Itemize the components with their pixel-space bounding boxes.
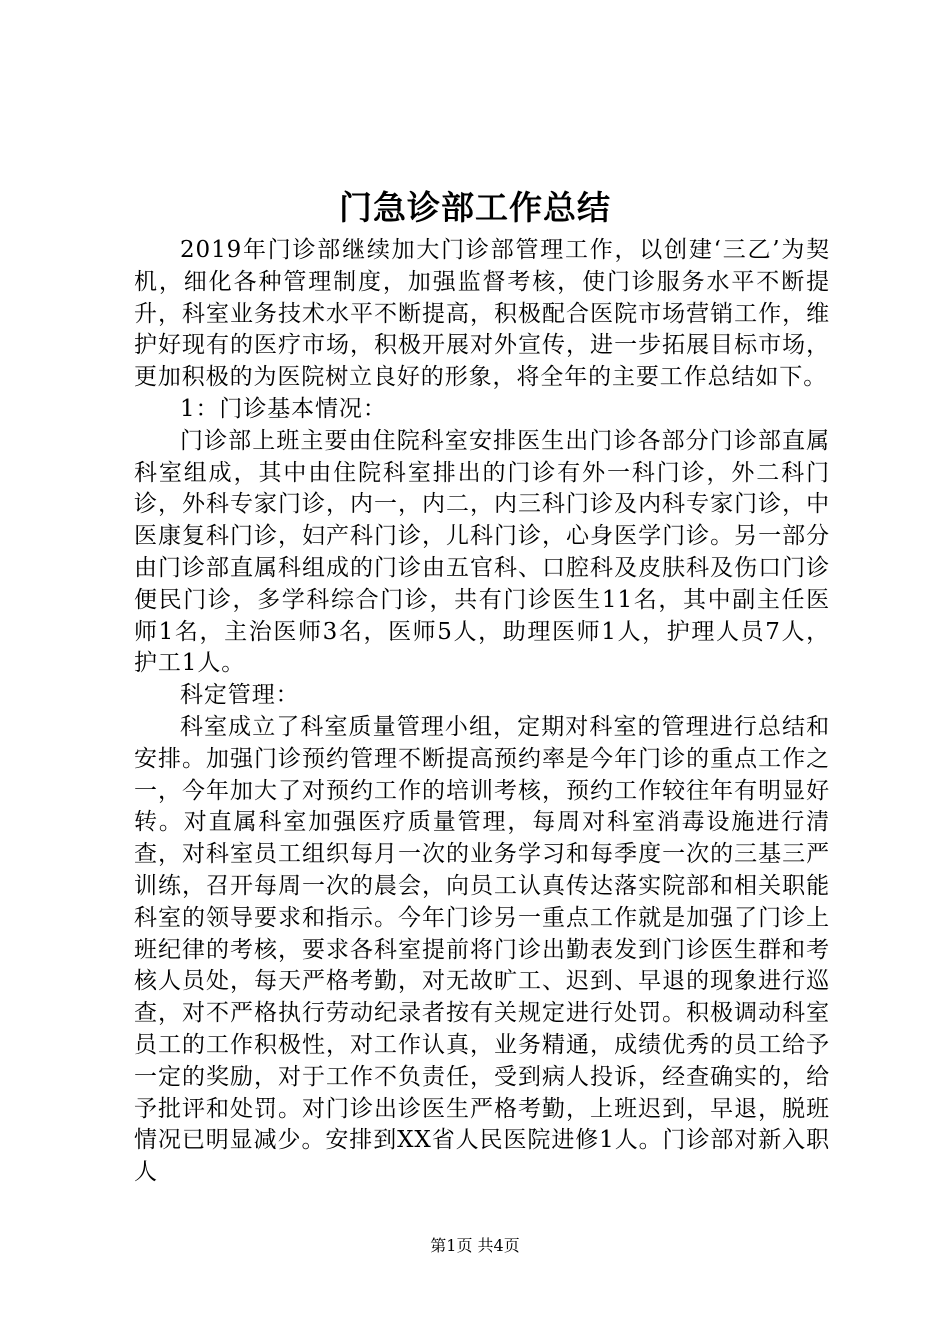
- paragraph-basic-situation: 门诊部上班主要由住院科室安排医生出门诊各部分门诊部直属科室组成，其中由住院科室排出的门诊有外一科门诊，外二科门诊，外科专家门诊，内一，内二，内三科门诊及内科专家门诊，中医康复科门诊，妇产科门诊，儿科门诊，心身医学门诊。另一部分由门诊部直属科组成的门诊由五官科、口腔科及皮肤科及伤口门诊便民门诊，多学科综合门诊，共有门诊医生11名，其中副主任医师1名，主治医师3名，医师5人，助理医师1人，护理人员7人，护工1人。: [134, 427, 830, 677]
- paragraph-intro: 2019年门诊部继续加大门诊部管理工作，以创建‘三乙’为契机，细化各种管理制度，加强监督考核，使门诊服务水平不断提升，科室业务技术水平不断提高，积极配合医院市场营销工作，维护好现有的医疗市场，积极开展对外宣传，进一步拓展目标市场，更加积极的为医院树立良好的形象，将全年的主要工作总结如下。: [134, 237, 830, 391]
- document-body: [134, 235, 830, 1189]
- section-heading-basic-situation: 1：门诊基本情况：: [180, 395, 387, 422]
- document-title: 门急诊部工作总结: [339, 188, 611, 227]
- paragraph-management: 科室成立了科室质量管理小组，定期对科室的管理进行总结和安排。加强门诊预约管理不断提高预约率是今年门诊的重点工作之一，今年加大了对预约工作的培训考核，预约工作较往年有明显好转。对直属科室加强医疗质量管理，每周对科室消毒设施进行清查，对科室员工组织每月一次的业务学习和每季度一次的三基三严训练，召开每周一次的晨会，向员工认真传达落实院部和相关职能科室的领导要求和指示。今年门诊另一重点工作就是加强了门诊上班纪律的考核，要求各科室提前将门诊出勤表发到门诊医生群和考核人员处，每天严格考勤，对无故旷工、迟到、早退的现象进行巡查，对不严格执行劳动纪录者按有关规定进行处罚。积极调动科室员工的工作积极性，对工作认真，业务精通，成绩优秀的员工给予一定的奖励，对于工作不负责任，受到病人投诉，经查确实的，给予批评和处罚。对门诊出诊医生严格考勤，上班迟到，早退，脱班情况已明显减少。安排到XX省人民医院进修1人。门诊部对新入职人: [134, 713, 830, 1186]
- page-number-footer: 第1页 共4页: [430, 1236, 520, 1255]
- section-heading-management: 科定管理：: [180, 682, 300, 709]
